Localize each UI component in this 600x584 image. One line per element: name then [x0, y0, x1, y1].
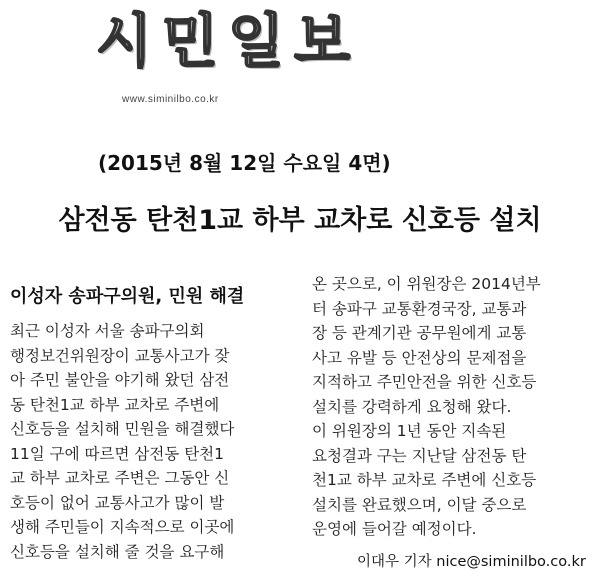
- publication-dateline: (2015년 8월 12일 수요일 4면): [98, 151, 391, 175]
- article-line: 운영에 들어갈 예정이다.: [312, 520, 477, 538]
- article-line: 신호등을 설치해 줄 것을 요구해: [10, 542, 225, 561]
- article-line: 천1교 하부 교차로 주변에 신호등: [312, 471, 537, 489]
- article-line: 장 등 관계기관 공무원에게 교통: [312, 324, 527, 342]
- article-column-left: [10, 319, 300, 564]
- article-line: 신호등을 설치해 민원을 해결했다: [10, 420, 235, 438]
- article-column-right: [312, 272, 597, 542]
- article-line: 설치를 완료했으며, 이달 중으로: [312, 495, 527, 514]
- article-line: 지적하고 주민안전을 위한 신호등: [312, 373, 537, 391]
- article-line: 사고 유발 등 안전상의 문제점을: [312, 348, 527, 367]
- article-line: 동 탄천1교 하부 교차로 주변에: [10, 395, 220, 414]
- article-line: 호등이 없어 교통사고가 많이 발: [10, 493, 225, 512]
- article-line: 아 주민 불안을 야기해 왔던 삼전: [10, 371, 230, 389]
- article-line: 최근 이성자 서울 송파구의회: [10, 322, 205, 340]
- article-line: 교 하부 교차로 주변은 그동안 신: [10, 469, 230, 487]
- article-byline: 이대우 기자 nice@siminilbo.co.kr: [357, 554, 586, 570]
- article-line: 이 위원장의 1년 동안 지속된: [312, 422, 507, 440]
- article-line: 온 곳으로, 이 위원장은 2014년부: [312, 275, 541, 293]
- newspaper-url: www.siminilbo.co.kr: [122, 94, 219, 105]
- article-line: 11일 구에 따르면 삼전동 탄천1: [10, 444, 224, 463]
- article-line: 요청결과 구는 지난달 삼전동 탄: [312, 446, 527, 465]
- article-line: 터 송파구 교통환경국장, 교통과: [312, 299, 527, 318]
- article-subheadline: 이성자 송파구의원, 민원 해결: [10, 286, 245, 307]
- article-line: 행정보건위원장이 교통사고가 잦: [10, 346, 230, 365]
- article-line: 설치를 강력하게 요청해 왔다.: [312, 397, 512, 416]
- article-headline: 삼전동 탄천1교 하부 교차로 신호등 설치: [58, 205, 542, 236]
- article-line: 생해 주민들이 지속적으로 이곳에: [10, 518, 235, 536]
- newspaper-masthead: 시민일보: [96, 7, 361, 75]
